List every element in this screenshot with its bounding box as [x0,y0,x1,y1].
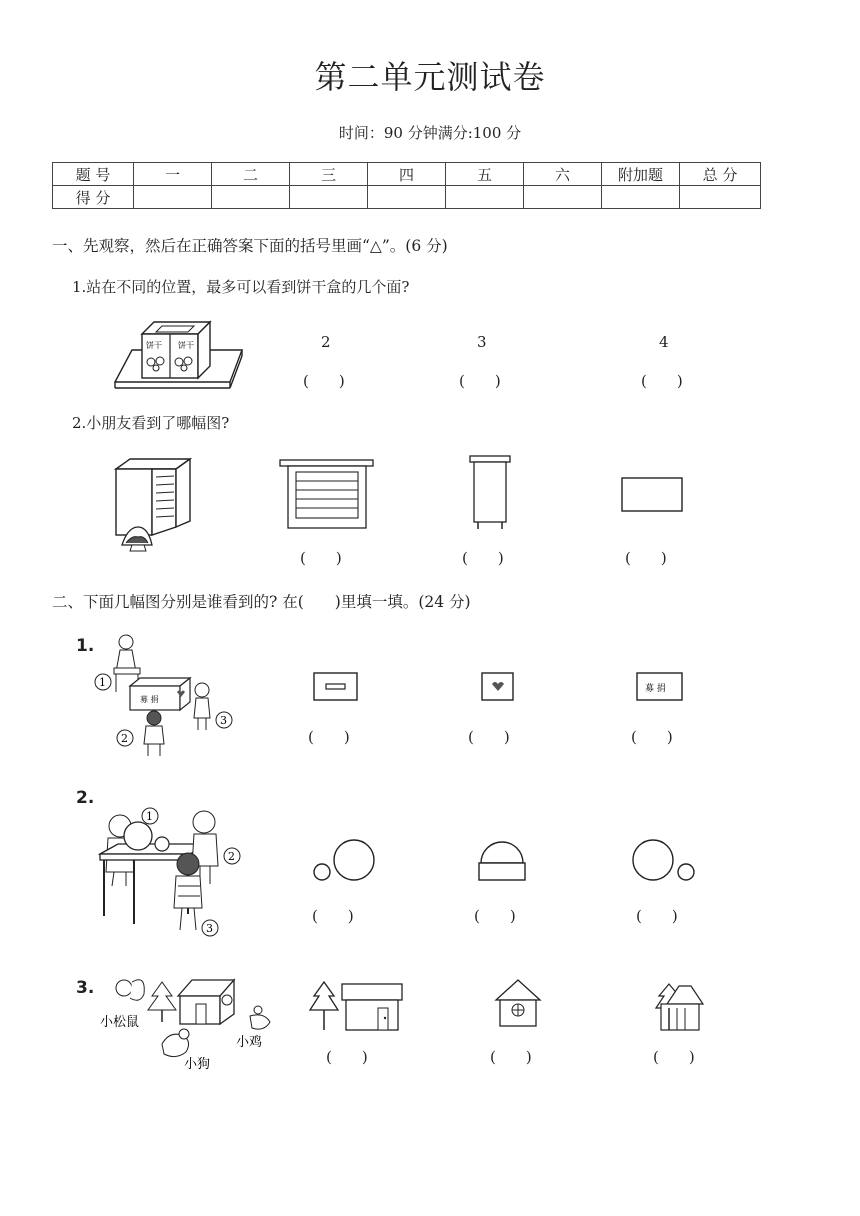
score-col-extra: 附加题 [602,163,680,186]
view-heart-side [481,672,515,702]
house-animals-scene [100,974,280,1072]
svg-text:2: 2 [121,732,128,745]
svg-text:1: 1 [146,810,153,823]
answer-paren[interactable]: ( ) [308,728,350,746]
problem-2-number: 2. [76,788,95,808]
exam-meta: 时间：90 分钟满分:100 分 [338,124,522,142]
donation-box-scene [90,632,240,760]
score-cell[interactable] [602,186,680,209]
cabinet-top-view [620,476,684,516]
question-2-text: 2.小朋友看到了哪幅图? [72,414,230,432]
answer-paren[interactable]: ( ) [303,372,345,390]
view-house-back [655,982,705,1032]
answer-paren[interactable]: ( ) [468,728,510,746]
score-header-row [53,163,761,186]
score-cell[interactable] [290,186,368,209]
score-col-total: 总 分 [680,163,761,186]
chicken-label: 小鸡 [236,1035,263,1050]
answer-paren[interactable]: ( ) [636,907,678,925]
option-4: 4 [659,333,669,351]
answer-paren[interactable]: ( ) [641,372,683,390]
dog-label: 小狗 [184,1057,211,1072]
answer-paren[interactable]: ( ) [459,372,501,390]
score-col-4: 四 [368,163,446,186]
score-col-1: 一 [134,163,212,186]
view-slot-top [313,672,359,702]
score-col-5: 五 [446,163,524,186]
problem-1-number: 1. [76,636,95,656]
answer-paren[interactable]: ( ) [326,1048,368,1066]
svg-text:1: 1 [99,676,106,689]
cabinet-front-view [278,458,376,534]
cabinet-child-illustration [108,455,198,555]
score-cell[interactable] [680,186,761,209]
page-title: 第二单元测试卷 [314,58,546,96]
answer-paren[interactable]: ( ) [312,907,354,925]
cookie-box-illustration [112,318,247,390]
svg-text:饼干: 饼干 [146,341,162,350]
score-cell[interactable] [134,186,212,209]
question-1-text: 1.站在不同的位置，最多可以看到饼干盒的几个面? [72,278,410,296]
problem-3-number: 3. [76,978,95,998]
score-header-label: 题 号 [53,163,134,186]
svg-text:募 捐: 募 捐 [140,695,159,704]
answer-paren[interactable]: ( ) [462,549,504,567]
answer-paren[interactable]: ( ) [625,549,667,567]
answer-paren[interactable]: ( ) [653,1048,695,1066]
section-1-heading: 一、先观察，然后在正确答案下面的括号里画“△”。(6 分) [52,237,448,255]
svg-text:饼干: 饼干 [178,341,194,350]
score-col-6: 六 [524,163,602,186]
score-cell[interactable] [368,186,446,209]
ball-table-scene [98,800,248,940]
svg-text:募 捐: 募 捐 [645,684,666,694]
score-row-label: 得 分 [53,186,134,209]
option-2: 2 [321,333,331,351]
section-2-heading: 二、下面几幅图分别是谁看到的? 在( )里填一填。(24 分) [52,593,471,611]
option-3: 3 [477,333,487,351]
cabinet-side-view [466,454,514,534]
view-donation-front [636,672,684,702]
score-col-2: 二 [212,163,290,186]
svg-text:3: 3 [206,922,213,935]
svg-text:2: 2 [228,850,235,863]
squirrel-label: 小松鼠 [100,1015,140,1030]
score-cell[interactable] [446,186,524,209]
view-balls-top [476,838,528,884]
view-house-side [494,978,542,1030]
score-cell[interactable] [212,186,290,209]
view-house-front [308,980,404,1034]
score-table [52,162,761,209]
answer-paren[interactable]: ( ) [474,907,516,925]
svg-text:3: 3 [220,714,227,727]
score-col-3: 三 [290,163,368,186]
view-balls-right [630,839,698,885]
score-cell[interactable] [524,186,602,209]
answer-paren[interactable]: ( ) [300,549,342,567]
score-value-row [53,186,761,209]
answer-paren[interactable]: ( ) [490,1048,532,1066]
answer-paren[interactable]: ( ) [631,728,673,746]
view-balls-left [312,839,378,885]
